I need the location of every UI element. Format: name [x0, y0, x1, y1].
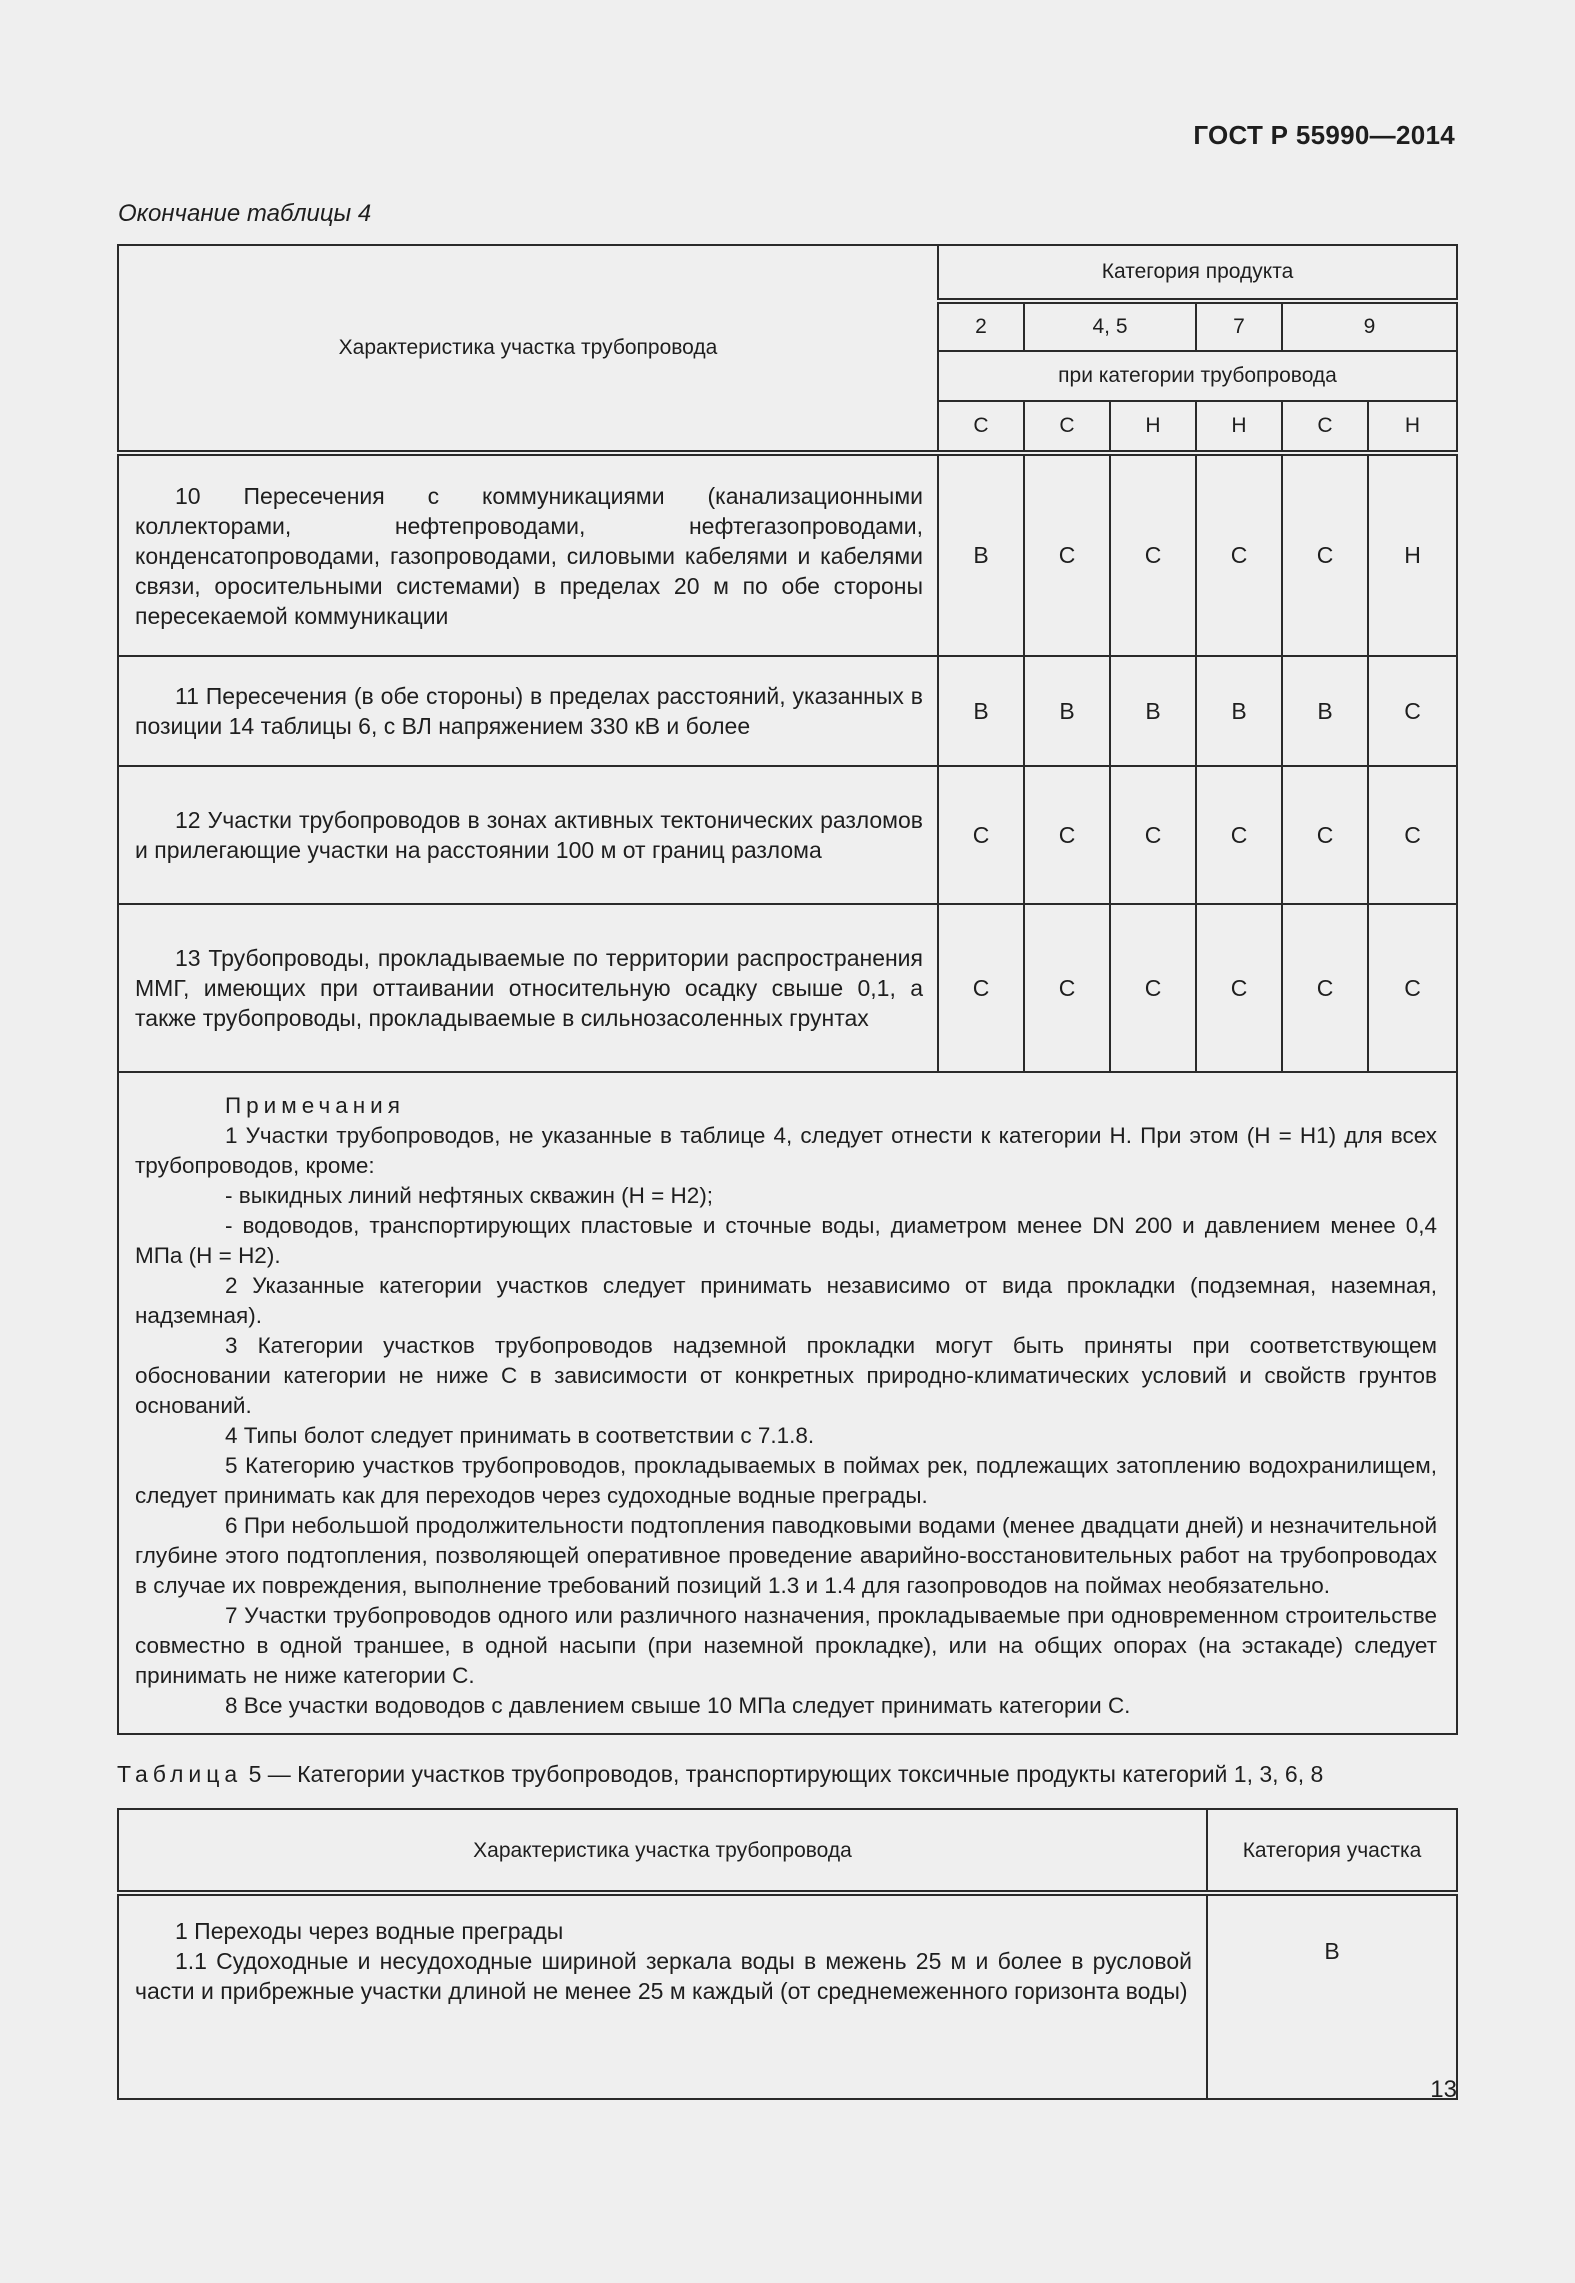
category-value: В: [938, 453, 1024, 656]
category-value: С: [1368, 904, 1457, 1072]
category-value: С: [1110, 904, 1196, 1072]
category-value: С: [1196, 453, 1282, 656]
table-row: [118, 1893, 1457, 2099]
product-category-4-5: 4, 5: [1024, 301, 1196, 351]
pipeline-category-cell: С: [1024, 401, 1110, 453]
category-value: С: [1024, 904, 1110, 1072]
table-4-column-header: Характеристика участка трубопровода: [118, 245, 938, 453]
pipeline-category-cell: Н: [1196, 401, 1282, 453]
product-category-2: 2: [938, 301, 1024, 351]
product-category-9: 9: [1282, 301, 1457, 351]
note: 1 Участки трубопроводов, не указанные в таблице 4, следует отнести к категории Н. При этом (Н = Н1) для всех трубопроводов, кроме:: [135, 1123, 1438, 1178]
table-4: [117, 244, 1458, 1735]
category-value: С: [1110, 766, 1196, 904]
category-value: В: [1282, 656, 1368, 766]
pipeline-category-cell: Н: [1110, 401, 1196, 453]
row-description: 10 Пересечения с коммуникациями (канализационными коллекторами, нефтепроводами, нефтегазопроводами, конденсатопроводами, газопроводами, силовыми кабелями и кабелями связи, оросительными системами) в пределах 20 м по обе стороны пересекаемой коммуникации: [118, 453, 938, 656]
row-description: 11 Пересечения (в обе стороны) в пределах расстояний, указанных в позиции 14 таблицы 6, с ВЛ напряжением 330 кВ и более: [118, 656, 938, 766]
note: - водоводов, транспортирующих пластовые и сточные воды, диаметром менее DN 200 и давлением менее 0,4 МПа (Н = Н2).: [135, 1213, 1438, 1268]
category-value: С: [1282, 453, 1368, 656]
note: 6 При небольшой продолжительности подтопления паводковыми водами (менее двадцати дней) и незначительной глубине этого подтопления, позволяющей оперативное проведение аварийно-восстановительных работ на трубопроводах в случае их повреждения, выполнение требований позиций 1.3 и 1.4 для газопроводов на поймах необязательно.: [135, 1513, 1438, 1598]
category-value: С: [1282, 766, 1368, 904]
notes-row: [118, 1072, 1457, 1734]
row-description: 1 Переходы через водные преграды 1.1 Судоходные и несудоходные шириной зеркала воды в межень 25 м и более в русловой части и прибрежные участки длиной не менее 25 м каждый (от среднемеженного горизонта воды): [118, 1893, 1207, 2099]
notes: [118, 1072, 1457, 1734]
category-value: С: [938, 904, 1024, 1072]
pipeline-category-header: при категории трубопровода: [938, 351, 1457, 401]
standard-number: ГОСТ Р 55990—2014: [1193, 120, 1455, 150]
category-value: С: [1196, 766, 1282, 904]
table-row: [118, 766, 1457, 904]
row-description: 12 Участки трубопроводов в зонах активных тектонических разломов и прилегающие участки на расстоянии 100 м от границ разлома: [118, 766, 938, 904]
category-value: С: [1368, 656, 1457, 766]
category-value: В: [938, 656, 1024, 766]
category-value: В: [1196, 656, 1282, 766]
table-4-caption: Окончание таблицы 4: [118, 200, 372, 227]
product-category-header: Категория продукта: [938, 245, 1457, 301]
note: 4 Типы болот следует принимать в соответствии с 7.1.8.: [225, 1423, 815, 1448]
product-category-7: 7: [1196, 301, 1282, 351]
category-value: В: [1024, 656, 1110, 766]
notes-title: Примечания: [225, 1093, 405, 1118]
pipeline-category-cell: С: [938, 401, 1024, 453]
table-row: [118, 453, 1457, 656]
note: 8 Все участки водоводов с давлением свыше 10 МПа следует принимать категории С.: [225, 1693, 1131, 1718]
note: 3 Категории участков трубопроводов надземной прокладки могут быть приняты при соответствующем обосновании категории не ниже С в зависимости от конкретных природно-климатических условий и свойств грунтов оснований.: [135, 1333, 1438, 1418]
category-value: С: [1368, 766, 1457, 904]
category-value: В: [1110, 656, 1196, 766]
category-value: С: [1110, 453, 1196, 656]
table-row: [118, 656, 1457, 766]
table-5-category-header: Категория участка: [1207, 1809, 1457, 1893]
table-5: [117, 1808, 1458, 2100]
category-value: С: [1196, 904, 1282, 1072]
category-value: Н: [1368, 453, 1457, 656]
table-row: [118, 904, 1457, 1072]
category-value: С: [1024, 766, 1110, 904]
table-5-column-header: Характеристика участка трубопровода: [118, 1809, 1207, 1893]
note: 5 Категорию участков трубопроводов, прокладываемых в поймах рек, подлежащих затоплению водохранилищем, следует принимать как для переходов через судоходные водные преграды.: [135, 1453, 1438, 1508]
category-value: С: [1024, 453, 1110, 656]
note: 2 Указанные категории участков следует принимать независимо от вида прокладки (подземная, наземная, надземная).: [135, 1273, 1438, 1328]
category-value: С: [1282, 904, 1368, 1072]
note: - выкидных линий нефтяных скважин (Н = Н2);: [225, 1183, 714, 1208]
note: 7 Участки трубопроводов одного или различного назначения, прокладываемые при одновременном строительстве совместно в одной траншее, в одной насыпи (при наземной прокладке), или на общих опорах (на эстакаде) следует принимать не ниже категории С.: [135, 1603, 1438, 1688]
category-value: В: [1207, 1893, 1457, 2099]
category-value: С: [938, 766, 1024, 904]
table-5-title: Таблица 5 — Категории участков трубопроводов, транспортирующих токсичные продукты категорий 1, 3, 6, 8: [117, 1761, 1324, 1787]
page-number: 13: [1430, 2076, 1457, 2103]
pipeline-category-cell: Н: [1368, 401, 1457, 453]
pipeline-category-cell: С: [1282, 401, 1368, 453]
row-description: 13 Трубопроводы, прокладываемые по территории распространения ММГ, имеющих при оттаивании относительную осадку свыше 0,1, а также трубопроводы, прокладываемые в сильнозасоленных грунтах: [118, 904, 938, 1072]
